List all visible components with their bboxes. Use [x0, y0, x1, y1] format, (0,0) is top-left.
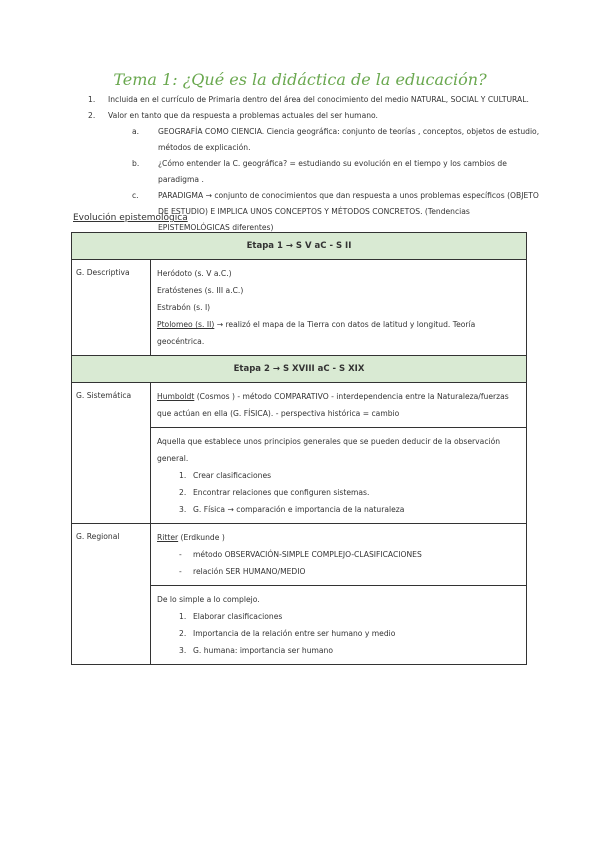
list-number: 2. [179, 629, 187, 638]
list-text: G. humana: importancia ser humano [193, 646, 334, 655]
list-item [157, 563, 520, 580]
stage-header: Etapa 2 → S XVIII aC - S XIX [72, 356, 527, 383]
stage-header: Etapa 1 → S V aC - S II [72, 233, 527, 260]
list-item [122, 124, 540, 156]
list-text: Valor en tanto que da respuesta a problemas actuales del ser humano. [108, 111, 378, 120]
row-content [151, 586, 527, 665]
list-item [122, 188, 540, 236]
row-content [151, 524, 527, 586]
text-line [157, 316, 520, 350]
list-text: método OBSERVACIÓN-SIMPLE COMPLEJO-CLASIFICACIONES [193, 550, 422, 559]
page-title: Tema 1: ¿Qué es la didáctica de la educación? [113, 70, 487, 89]
text-line: De lo simple a lo complejo. [157, 595, 260, 604]
text-line: Aquella que establece unos principios generales que se pueden deducir de la observación general. [157, 437, 501, 463]
list-text: PARADIGMA → conjunto de conocimientos que dan respuesta a unos problemas específicos (OBJETO DE ESTUDIO) E IMPLICA UNOS CONCEPTOS Y MÉTODOS CONCRETOS. (Tendencias EPISTEMOLÓGICAS diferentes) [158, 191, 539, 232]
row-label: G. Regional [72, 524, 151, 665]
list-number: 1. [179, 471, 187, 480]
text-line [157, 529, 520, 546]
list-letter: a. [132, 127, 140, 136]
row-label: G. Sistemática [72, 383, 151, 524]
text-line: Eratóstenes (s. III a.C.) [157, 286, 244, 295]
epistemology-table [71, 232, 527, 665]
author-name: Ptolomeo (s. II) [157, 320, 215, 329]
list-item [157, 642, 520, 659]
author-name: Ritter [157, 533, 179, 542]
list-text: relación SER HUMANO/MEDIO [193, 567, 306, 576]
list-item [157, 467, 520, 484]
list-bullet: - [179, 567, 182, 576]
list-text: GEOGRAFÍA COMO CIENCIA. Ciencia geográfica: conjunto de teorías , conceptos, objetos de estudio, métodos de explicación. [158, 127, 540, 152]
list-bullet: - [179, 550, 182, 559]
text-line: Heródoto (s. V a.C.) [157, 269, 232, 278]
list-text: Encontrar relaciones que configuren sistemas. [193, 488, 370, 497]
list-item [157, 625, 520, 642]
list-letter: b. [132, 159, 140, 168]
list-number: 2. [179, 488, 187, 497]
list-number: 1. [88, 95, 96, 104]
list-item [70, 108, 540, 124]
author-description: → realizó el mapa de la Tierra con datos de latitud y longitud. Teoría geocéntrica. [157, 320, 476, 346]
list-text: Importancia de la relación entre ser humano y medio [193, 629, 396, 638]
list-item [122, 156, 540, 188]
row-label: G. Descriptiva [72, 260, 151, 356]
list-item [157, 608, 520, 625]
numbered-list [157, 608, 520, 659]
list-text: Crear clasificaciones [193, 471, 272, 480]
text-line: Estrabón (s. I) [157, 303, 211, 312]
list-number: 1. [179, 612, 187, 621]
list-text: G. Física → comparación e importancia de la naturaleza [193, 505, 405, 514]
numbered-list [157, 467, 520, 518]
list-text: ¿Cómo entender la C. geográfica? = estudiando su evolución en el tiempo y los cambios de paradigma . [158, 159, 507, 184]
row-content [151, 428, 527, 524]
list-number: 2. [88, 111, 96, 120]
dash-list [157, 546, 520, 580]
list-item [70, 92, 540, 108]
author-name: Humboldt [157, 392, 195, 401]
author-description: (Erdkunde ) [178, 533, 225, 542]
list-number: 3. [179, 646, 187, 655]
author-description: (Cosmos ) - método COMPARATIVO - interdependencia entre la Naturaleza/fuerzas que actúan en ella (G. FÍSICA). - perspectiva histórica = cambio [157, 392, 509, 418]
list-number: 3. [179, 505, 187, 514]
row-content [151, 383, 527, 428]
list-item [157, 501, 520, 518]
section-heading: Evolución epistemológica [73, 213, 188, 223]
list-letter: c. [132, 191, 139, 200]
list-text: Incluida en el currículo de Primaria dentro del área del conocimiento del medio NATURAL, SOCIAL Y CULTURAL. [108, 95, 529, 104]
list-item [157, 546, 520, 563]
text-line [157, 388, 520, 422]
list-text: Elaborar clasificaciones [193, 612, 283, 621]
list-item [157, 484, 520, 501]
row-content [151, 260, 527, 356]
